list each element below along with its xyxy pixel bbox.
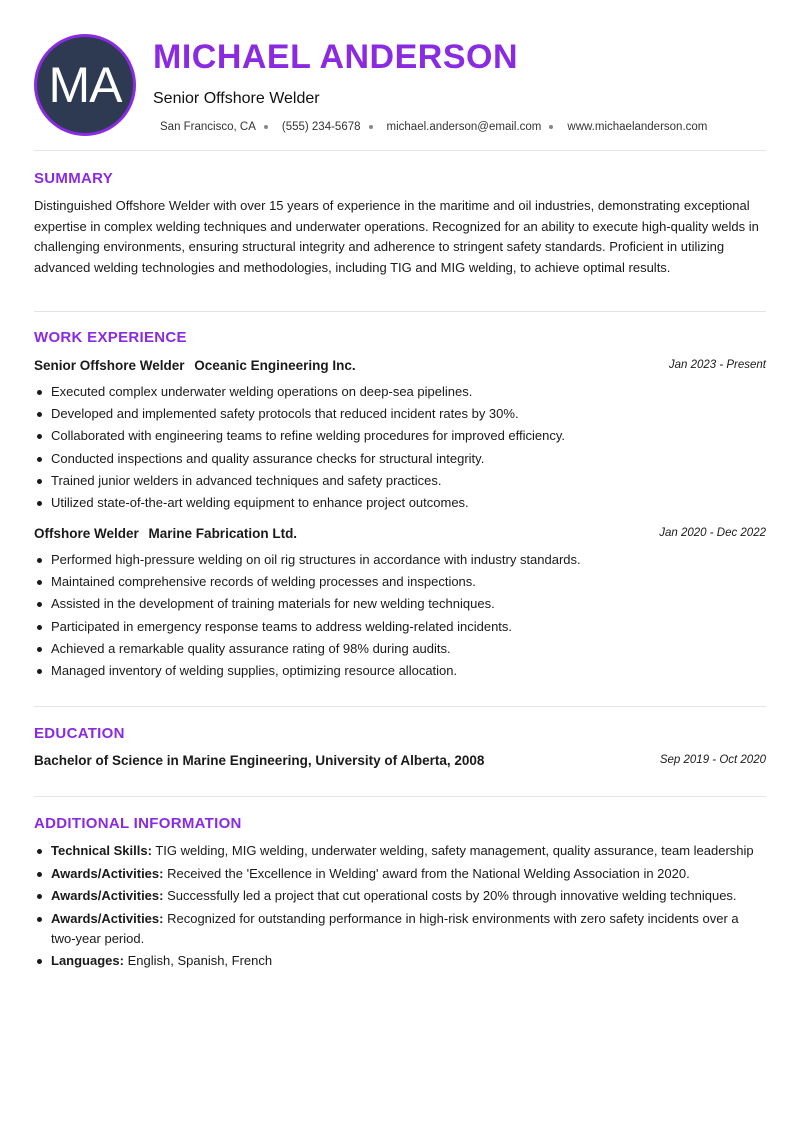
- resume-header: [34, 34, 766, 144]
- job-bullet: Achieved a remarkable quality assurance rating of 98% during audits.: [34, 638, 766, 660]
- section-divider: [34, 150, 766, 151]
- job-bullet: Utilized state-of-the-art welding equipment to enhance project outcomes.: [34, 492, 766, 514]
- job-bullet: Collaborated with engineering teams to refine welding procedures for improved efficiency.: [34, 425, 766, 447]
- education-heading: EDUCATION: [34, 725, 125, 742]
- candidate-title: Senior Offshore Welder: [153, 90, 320, 107]
- job-bullet: Maintained comprehensive records of welding processes and inspections.: [34, 571, 766, 593]
- job-company: Oceanic Engineering Inc.: [194, 358, 356, 373]
- info-item: [34, 841, 766, 861]
- job-dates: Jan 2020 - Dec 2022: [659, 527, 766, 539]
- education-entry: [34, 753, 766, 768]
- separator-dot: [264, 125, 268, 129]
- section-divider: [34, 706, 766, 707]
- separator-dot: [549, 125, 553, 129]
- contact-email[interactable]: michael.anderson@email.com: [386, 121, 542, 133]
- contact-location: San Francisco, CA: [160, 121, 256, 133]
- job-header: [34, 526, 766, 544]
- info-item: [34, 951, 766, 971]
- info-label: Languages:: [51, 953, 124, 968]
- info-text: Recognized for outstanding performance in high-risk environments with zero safety incidents over a two-year period.: [51, 910, 739, 946]
- job-bullets: [34, 381, 766, 514]
- info-text: English, Spanish, French: [127, 953, 273, 968]
- summary-text: Distinguished Offshore Welder with over 15 years of experience in the maritime and oil industries, demonstrating exceptional expertise in complex welding techniques and underwater operations. Recognized for an ability to execute high-quality welds in challenging environments, ensuring structural integrity and adherence to stringent safety standards. Proficient in utilizing advanced welding technologies and methodologies, including TIG and MIG welding, to achieve optimal results.: [34, 198, 759, 275]
- job-bullet: Participated in emergency response teams to address welding-related incidents.: [34, 616, 766, 638]
- job-bullet: Conducted inspections and quality assurance checks for structural integrity.: [34, 448, 766, 470]
- job-dates: Jan 2023 - Present: [668, 359, 766, 371]
- contact-info: [160, 121, 707, 133]
- job-role: Senior Offshore Welder: [34, 358, 185, 373]
- avatar: [34, 34, 136, 136]
- info-text: Successfully led a project that cut operational costs by 20% through innovative welding techniques.: [167, 888, 737, 903]
- job-bullet: Developed and implemented safety protocols that reduced incident rates by 30%.: [34, 403, 766, 425]
- additional-heading: ADDITIONAL INFORMATION: [34, 815, 242, 832]
- section-divider: [34, 311, 766, 312]
- summary-heading: SUMMARY: [34, 170, 114, 187]
- education-dates: Sep 2019 - Oct 2020: [659, 754, 766, 766]
- info-label: Technical Skills:: [51, 843, 152, 858]
- job-bullets: [34, 549, 766, 682]
- candidate-name: MICHAEL ANDERSON: [153, 38, 519, 76]
- experience-heading: WORK EXPERIENCE: [34, 329, 187, 346]
- separator-dot: [369, 125, 373, 129]
- contact-phone: (555) 234-5678: [281, 121, 361, 133]
- job-bullet: Trained junior welders in advanced techniques and safety practices.: [34, 470, 766, 492]
- avatar-initials: MA: [48, 57, 122, 113]
- info-item: [34, 886, 766, 906]
- job-role: Offshore Welder: [34, 526, 139, 541]
- job-bullet: Executed complex underwater welding operations on deep-sea pipelines.: [34, 381, 766, 403]
- info-item: [34, 909, 766, 949]
- job-bullet: Assisted in the development of training materials for new welding techniques.: [34, 593, 766, 615]
- job-bullet: Performed high-pressure welding on oil rig structures in accordance with industry standards.: [34, 549, 766, 571]
- info-text: Received the 'Excellence in Welding' award from the National Welding Association in 2020.: [167, 865, 690, 881]
- info-item: [34, 864, 766, 884]
- job-header: [34, 358, 766, 376]
- section-divider: [34, 796, 766, 797]
- info-label: Awards/Activities:: [51, 888, 164, 903]
- info-text: TIG welding, MIG welding, underwater welding, safety management, quality assurance, team leadership: [155, 843, 754, 858]
- additional-list: [34, 841, 766, 974]
- education-degree: Bachelor of Science in Marine Engineering, University of Alberta, 2008: [34, 753, 485, 768]
- job-company: Marine Fabrication Ltd.: [148, 526, 298, 541]
- info-label: Awards/Activities:: [51, 910, 164, 926]
- info-label: Awards/Activities:: [51, 865, 164, 881]
- job-bullet: Managed inventory of welding supplies, optimizing resource allocation.: [34, 660, 766, 682]
- contact-website[interactable]: www.michaelanderson.com: [567, 121, 708, 133]
